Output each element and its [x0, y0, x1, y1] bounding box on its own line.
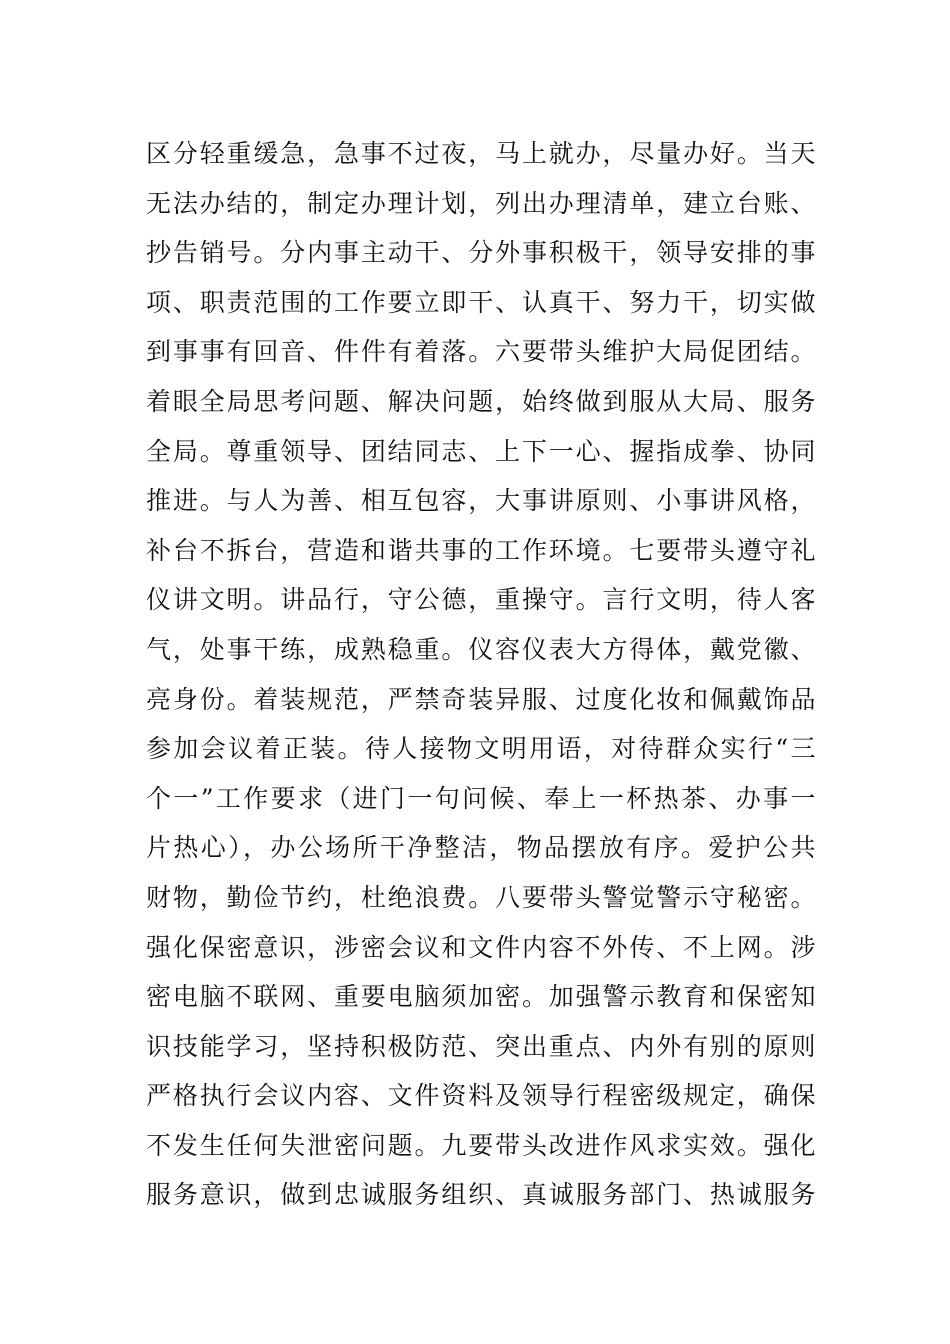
text-line: 到事事有回音、件件有着落。六要带头维护大局促团结。 [146, 337, 816, 367]
text-line: 参加会议着正装。待人接物文明用语，对待群众实行“三 [146, 734, 816, 764]
text-line: 仪讲文明。讲品行，守公德，重操守。言行文明，待人客 [146, 585, 816, 615]
text-line: 项、职责范围的工作要立即干、认真干、努力干，切实做 [146, 287, 816, 317]
text-line: 无法办结的，制定办理计划，列出办理清单，建立台账、 [146, 188, 816, 218]
text-line: 严格执行会议内容、文件资料及领导行程密级规定，确保 [146, 1081, 816, 1111]
text-line: 密电脑不联网、重要电脑须加密。加强警示教育和保密知 [146, 982, 816, 1012]
text-line: 亮身份。着装规范，严禁奇装异服、过度化妆和佩戴饰品 [146, 684, 816, 714]
text-line: 识技能学习，坚持积极防范、突出重点、内外有别的原则 [146, 1031, 816, 1061]
text-line: 不发生任何失泄密问题。九要带头改进作风求实效。强化 [146, 1130, 816, 1160]
text-line: 财物，勤俭节约，杜绝浪费。八要带头警觉警示守秘密。 [146, 882, 816, 912]
body-text [146, 134, 816, 1225]
text-line: 推进。与人为善、相互包容，大事讲原则、小事讲风格， [146, 486, 816, 516]
text-line: 着眼全局思考问题、解决问题，始终做到服从大局、服务 [146, 386, 816, 416]
text-line: 个一”工作要求（进门一句问候、奉上一杯热茶、办事一 [146, 783, 816, 813]
text-line: 抄告销号。分内事主动干、分外事积极干，领导安排的事 [146, 238, 816, 268]
text-line: 全局。尊重领导、团结同志、上下一心、握指成拳、协同 [146, 436, 816, 466]
text-line: 强化保密意识，涉密会议和文件内容不外传、不上网。涉 [146, 932, 816, 962]
text-line: 区分轻重缓急，急事不过夜，马上就办，尽量办好。当天 [146, 139, 816, 168]
text-line: 气，处事干练，成熟稳重。仪容仪表大方得体，戴党徽、 [146, 634, 816, 664]
text-line: 片热心），办公场所干净整洁，物品摆放有序。爱护公共 [146, 833, 816, 863]
text-line: 服务意识，做到忠诚服务组织、真诚服务部门、热诚服务 [146, 1180, 816, 1210]
text-line: 补台不拆台，营造和谐共事的工作环境。七要带头遵守礼 [146, 535, 816, 565]
